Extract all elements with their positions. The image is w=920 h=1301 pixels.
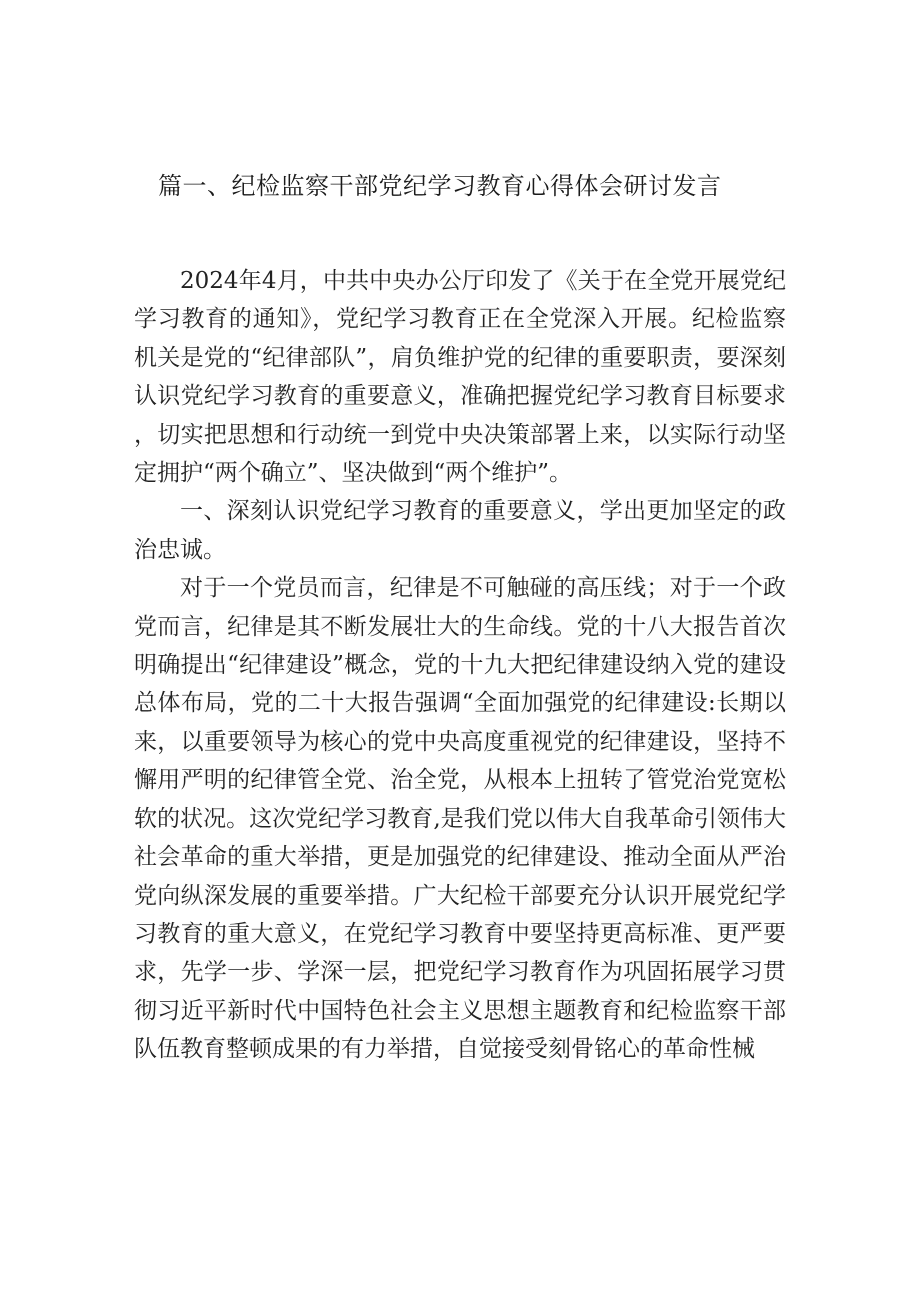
paragraph-intro: 2024年4月，中共中央办公厅印发了《关于在全党开展党纪学习教育的通知》，党纪学习教育正在全党深入开展。纪检监察机关是党的“纪律部队”，肩负维护党的纪律的重要职责，要深刻认识党纪学习教育的重要意义，准确把握党纪学习教育目标要求，切实把思想和行动统一到党中央决策部署上来，以实际行动坚定拥护“两个确立”、坚决做到“两个维护”。 [134, 268, 786, 487]
document-title: 篇一、纪检监察干部党纪学习教育心得体会研讨发言 [158, 172, 722, 200]
section-heading-1: 一、深刻认识党纪学习教育的重要意义，学出更加坚定的政治忠诚。 [134, 498, 786, 563]
paragraph-section-1: 对于一个党员而言，纪律是不可触碰的高压线；对于一个政党而言，纪律是其不断发展壮大的生命线。党的十八大报告首次明确提出“纪律建设”概念，党的十九大把纪律建设纳入党的建设总体布局，党的二十大报告强调“全面加强党的纪律建设:长期以来，以重要领导为核心的党中央高度重视党的纪律建设，坚持不懈用严明的纪律管全党、治全党，从根本上扭转了管党治党宽松软的状况。这次党纪学习教育,是我们党以伟大自我革命引领伟大社会革命的重大举措，更是加强党的纪律建设、推动全面从严治党向纵深发展的重要举措。广大纪检干部要充分认识开展党纪学习教育的重大意义，在党纪学习教育中要坚持更高标准、更严要求，先学一步、学深一层，把党纪学习教育作为巩固拓展学习贯彻习近平新时代中国特色社会主义思想主题教育和纪检监察干部队伍教育整顿成果的有力举措，自觉接受刻骨铭心的革命性械 [134, 575, 786, 1063]
document-body [134, 262, 786, 1069]
